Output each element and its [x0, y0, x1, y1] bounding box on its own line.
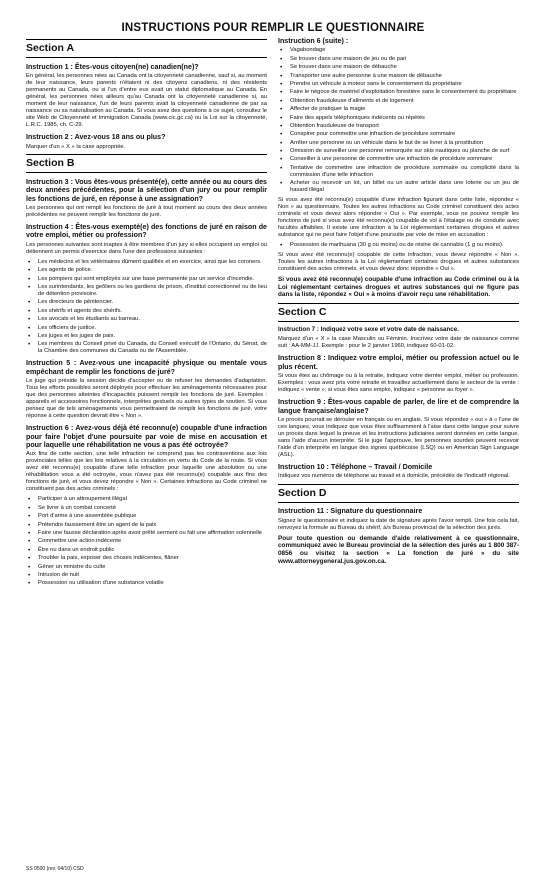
list-item: • Prendre un véhicule à moteur sans le consentement du propriétaire [278, 81, 519, 88]
list-item: • Transporter une autre personne à une maison de débauche [278, 73, 519, 80]
list-item: • Affecter de pratiquer la magie [278, 106, 519, 113]
section-d-heading: Section D [278, 484, 519, 503]
list-item: • Gêner un ministre du culte [26, 564, 267, 571]
list-item: • Les agents de police. [26, 267, 267, 274]
list-item: • Les pompiers qui sont employés sur une base permanente par un service d'incendie. [26, 276, 267, 283]
instruction-6-continued-text-1: Si vous avez été reconnu(e) coupable d'une infraction figurant dans cette liste, répondez « Non » au questionnaire. Toutes les autres infractions au Code criminel constituent des actes criminels et vous devez alors répondre « Oui ». Par exemple, vous ne pouvez remplir les fonctions de juré si vous avez été reconnu(e) coupable de vol à l'étalage ou de conduite avec facultés affaiblies. Il existe une infraction à la Loi réglementant certaines drogues et autres substance qui ne peut faire l'objet d'une poursuite par voie de mise en accusation : [278, 197, 519, 239]
instruction-4-heading: Instruction 4 : Êtes-vous exempté(e) des fonctions de juré en raison de votre emploi, métier ou profession? [26, 223, 267, 240]
instruction-10-heading: Instruction 10 : Téléphone – Travail / Domicile [278, 463, 433, 472]
list-item: • Les médecins et les vétérinaires dûment qualifiés et en exercice, ainsi que les coroners. [26, 259, 267, 266]
section-b-heading: Section B [26, 154, 267, 173]
instruction-10-text: Indiquez vos numéros de téléphone au travail et à domicile, précédés de l'indicatif régional. [278, 473, 510, 480]
instruction-11-text: Signez le questionnaire et indiquez la date de signature après l'avoir rempli. Une fois cela fait, renvoyez la formule au Bureau du shérif, à/s Bureau provincial de la sélection des jurés. [278, 517, 519, 531]
list-item: • Faire des appels téléphoniques indécents ou répétés [278, 115, 519, 122]
list-item: • Se livrer à un combat concerté [26, 505, 267, 512]
instruction-6-continued-text-3: Si vous avez été reconnu(e) coupable d'une infraction au Code criminel ou à la Loi réglementant certaines drogues et autres substances qui ne figure pas dans la liste, répondez « Oui » à moins d'avoir reçu une réhabilitation. [278, 276, 519, 299]
list-item: • Possession ou utilisation d'une substance volatile [26, 580, 267, 587]
document-page [26, 22, 520, 590]
list-item: • Tentative de commettre une infraction de procédure sommaire ou complicité dans la commission d'une telle infraction [278, 165, 519, 179]
list-item: • Conseiller à une personne de commettre une infraction de procédure sommaire [278, 156, 519, 163]
list-item: • Participer à un attroupement illégal [26, 496, 267, 503]
instruction-5-text: Le juge qui préside la session décide d'accepter ou de refuser les demandes d'adaptation. Tous les efforts possibles seront déployés pour effectuer les aménagements nécessaires pour que des personnes atteintes d'incapacités puissent remplir les fonctions de juré. Exemples : appareils et accessoires fonctionnels, interprètes gestuels ou autres types de soutien. Si vous pensez que de tels aménagements vous permettraient de remplir les fonctions de juré, votre réponse à cette question devrait être « Non ». [26, 378, 267, 420]
instruction-3-text: Les personnes qui ont rempli les fonctions de juré à tout moment au cours des deux années précédentes ne peuvent remplir les fonctions de juré. [26, 205, 267, 219]
instruction-7-heading: Instruction 7 : Indiquez votre sexe et votre date de naissance. [278, 326, 459, 334]
list-item: • Obtention frauduleuse de transport [278, 123, 519, 130]
list-item: • Se trouver dans une maison de débauche [278, 64, 519, 71]
instruction-6-continued-list [278, 47, 519, 194]
instruction-6-continued-text-2: Si vous avez été reconnu(e) coupable de cette infraction, vous devez répondre « Non ». Toutes les autres infractions à la Loi réglementant certaines drogues et autres substances constituent des actes criminels, et vous devez donc répondre « Oui ». [278, 252, 519, 273]
list-item: • Arrêter une personne ou un véhicule dans le but de se livrer à la prostitution [278, 140, 519, 147]
list-item: • Vagabondage [278, 47, 519, 54]
instruction-1-heading: Instruction 1 : Êtes-vous citoyen(ne) canadien(ne)? [26, 63, 199, 71]
list-item: • Les surintendants, les geôliers ou les gardiens de prison, d'institut correctionnel ou de lieu de détention provisoire. [26, 284, 267, 298]
list-item: • Les officiers de justice. [26, 325, 267, 332]
section-a-heading: Section A [26, 39, 267, 58]
list-item: • Se trouver dans une maison de jeu ou de pari [278, 56, 519, 63]
instruction-8-text: Si vous êtes au chômage ou à la retraite, indiquez votre dernier emploi, métier ou profession. Exemples : vous avez pris votre retraite et travaillez actuellement dans le secteur de la vente : indiquez « vente »; si vous êtes sans emploi, indiquez « personne au foyer ». [278, 373, 519, 394]
instruction-4-text: Les personnes suivantes sont inaptes à être membres d'un jury si elles occupent un emploi ou détiennent un permis d'exercice dans l'une des professions suivantes : [26, 241, 267, 255]
list-item: • Acheter ou recevoir un lot, un billet ou un autre article dans une loterie ou un jeu de hasard illégal [278, 180, 519, 194]
list-item: • Omission de surveiller une personne remorquée sur skis nautiques ou planche de surf [278, 148, 519, 155]
section-c-heading: Section C [278, 303, 519, 322]
page-title: INSTRUCTIONS POUR REMPLIR LE QUESTIONNAIRE [121, 22, 425, 34]
list-item: • Commettre une action indécente [26, 538, 267, 545]
cannabis-list [278, 242, 519, 249]
list-item: • Faire une fausse déclaration après avoir prêté serment ou fait une affirmation solennelle [26, 530, 267, 537]
instruction-4-list [26, 259, 267, 356]
instruction-7-text: Marquez d'un « X » la case Masculin ou Féminin. Inscrivez votre date de naissance comme suit : AA-MM-JJ. Exemple : pour le 2 janvier 1960, indiquez 60-01-02. [278, 336, 519, 350]
right-column [278, 37, 519, 590]
instruction-11-contact-text: Pour toute question ou demande d'aide relativement à ce questionnaire, communiquez avec le Bureau provincial de la sélection des jurés au 1 800 387-0856 ou visitez la section « La fonction de juré » du site www.attorneygeneral.jus.gov.on.ca. [278, 534, 519, 565]
instruction-9-text: Le procès pourrait se dérouler en français ou en anglais. Si vous répondez « oui » à « l'une de ces langues, vous indiquez que vous êtes suffisamment à l'aise dans cette langue pour suivre un procès dans lequel la preuve et les instructions judiciaires seront données en cette langue, sans l'aide d'aucun interprète. Si le juge l'approuve, les personnes sourdes peuvent recevoir l'aide d'un interprète en langue des signes québécoise (LSQ) ou en American Sign Language (ASL). [278, 417, 519, 459]
instruction-8-heading: Instruction 8 : Indiquez votre emploi, métier ou profession actuel ou le plus récent. [278, 354, 519, 371]
list-item: • Être nu dans un endroit public [26, 547, 267, 554]
instruction-3-heading: Instruction 3 : Vous êtes-vous présenté(e), cette année ou au cours des deux années précédentes, pour la sélection d'un jury ou pour remplir les fonctions de juré, en réponse à une assignation? [26, 177, 267, 203]
list-item: • Faire le négoce de matériel d'exploitation forestière sans le consentement du propriétaire [278, 89, 519, 96]
list-item: • Les directeurs de pénitencier. [26, 299, 267, 306]
list-item: • Les avocats et les étudiants au barreau. [26, 316, 267, 323]
list-item: • Les shérifs et agents des shérifs. [26, 308, 267, 315]
list-item: • Intrusion de nuit [26, 572, 267, 579]
form-number: SS 0500 (rev. 04/10) CSD [26, 866, 84, 872]
list-item: • Prétendre faussement être un agent de la paix [26, 522, 267, 529]
instruction-2-text: Marquer d'un « X » la case appropriée. [26, 143, 126, 150]
instruction-6-list [26, 496, 267, 587]
instruction-6-text: Aux fins de cette section, une telle infraction ne comprend pas les contraventions aux lois provinciales telles que les lois relatives à la circulation en vertu du Code de la route. Si vous avez été reconnu(e) coupable d'une telle infraction pour laquelle une absolution ou une réhabilitation vous a été octroyée, vous n'avez pas été reconnu(e) coupable aux fins des fonctions de juré, et vous devez répondre « Non ». Certaines infractions au Code criminel ne constituent pas des actes criminels : [26, 451, 267, 493]
left-column [26, 37, 267, 590]
instruction-1-text: En général, les personnes nées au Canada ont la citoyenneté canadienne, sauf si, au moment de leur naissance, leurs parents n'étaient ni des citoyens canadiens, ni des résidents permanents au Canada, ou si l'un d'entre eux avait un statut diplomatique au Canada. En général, les personnes nées ailleurs qu'au Canada ont la citoyenneté canadienne si, au moment de leur naissance, l'un de leurs parents avait la citoyenneté canadienne de par sa naissance ou sa naturalisation au Canada. Si vous avez des questions à ce sujet, consultez le site Web de Citoyenneté et Immigration Canada (www.cic.gc.ca) ou la Loi sur la citoyenneté, L.R.C. 1985, ch. C-29. [26, 73, 267, 129]
list-item: • Obtention frauduleuse d'aliments et de logement [278, 98, 519, 105]
list-item: • Possession de marihuana (30 g ou moins) ou de résine de cannabis (1 g ou moins). [278, 242, 519, 249]
instruction-6-continued-heading: Instruction 6 (suite) : [278, 37, 349, 45]
list-item: • Conspirer pour commettre une infraction de procédure sommaire [278, 131, 519, 138]
instruction-6-heading: Instruction 6 : Avez-vous déjà été reconnu(e) coupable d'une infraction pour faire l'objet d'une poursuite par voie de mise en accusation et pour laquelle une réhabilitation ne vous a pas été octroyée? [26, 424, 267, 449]
instruction-11-heading: Instruction 11 : Signature du questionnaire [278, 507, 423, 516]
instruction-2-heading: Instruction 2 : Avez-vous 18 ans ou plus? [26, 133, 166, 142]
list-item: • Les juges et les juges de paix. [26, 333, 267, 340]
instruction-9-heading: Instruction 9 : Êtes-vous capable de parler, de lire et de comprendre la langue française/anglaise? [278, 398, 519, 415]
list-item: • Port d'arme à une assemblée publique [26, 513, 267, 520]
list-item: • Les membres du Conseil privé du Canada, du Conseil exécutif de l'Ontario, du Sénat, de la Chambre des communes du Canada ou de l'Assemblée. [26, 341, 267, 355]
list-item: • Troubler la paix, exposer des choses indécentes, flâner [26, 555, 267, 562]
instruction-5-heading: Instruction 5 : Avez-vous une incapacité physique ou mentale vous empêchant de remplir les fonctions de juré? [26, 359, 267, 376]
